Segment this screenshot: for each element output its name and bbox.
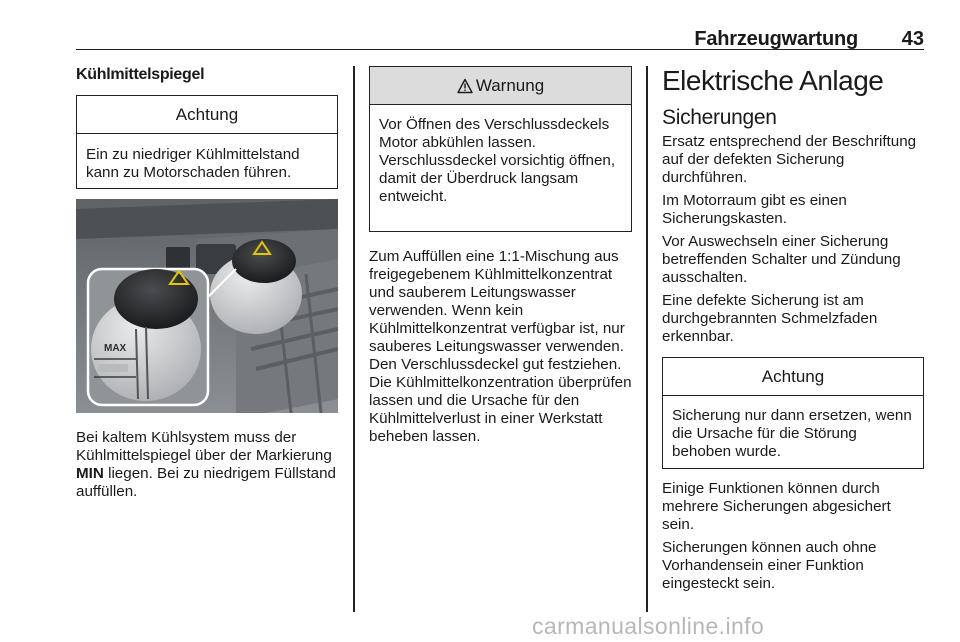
paragraph-text-start: Bei kaltem Kühlsystem muss der Kühlmittelspiegel über der Markierung <box>76 429 332 464</box>
right-column <box>662 66 924 593</box>
caution-box-coolant <box>76 95 338 189</box>
fuses-paragraph-4: Eine defekte Sicherung ist am durchgebrannten Schmelzfaden erkennbar. <box>662 292 878 345</box>
min-mark-label: MIN <box>76 465 104 482</box>
fuses-paragraph-1: Ersatz entsprechend der Beschriftung auf der defekten Sicherung durchführen. <box>662 133 917 186</box>
warning-box <box>369 66 632 232</box>
column-divider-right <box>646 66 648 612</box>
caution-box-fuses-text: Sicherung nur dann ersetzen, wenn die Ursache für die Störung behoben wurde. <box>672 407 912 460</box>
refill-instructions-paragraph: Zum Auffüllen eine 1:1-Mischung aus freigegebenem Kühlmittelkonzentrat und sauberem Leitungswasser verwenden. Wenn kein Kühlmittelkonzentrat verfügbar ist, nur sauberes Leitungswasser verwenden. Den Verschlussdeckel gut festziehen. Die Kühlmittelkonzentration überprüfen lassen und die Ursache für den Kühlmittelverlust in einer Werkstatt beheben lassen. <box>369 248 632 445</box>
watermark-text: carmanualsonline.info <box>532 613 765 639</box>
middle-column <box>369 66 632 446</box>
coolant-level-heading: Kühlmittelspiegel <box>76 66 205 83</box>
caution-box-fuses-title: Achtung <box>663 358 923 396</box>
warning-box-text: Vor Öffnen des Verschlussdeckels Motor abkühlen lassen. Verschlussdeckel vorsichtig öffnen, damit der Überdruck langsam entweicht. <box>379 116 616 205</box>
fuses-paragraph-5: Einige Funktionen können durch mehrere Sicherungen abgesichert sein. <box>662 480 891 533</box>
column-divider-left <box>353 66 355 612</box>
warning-box-title <box>370 67 631 105</box>
fuses-paragraph-2: Im Motorraum gibt es einen Sicherungskasten. <box>662 192 847 227</box>
left-column <box>76 66 338 501</box>
max-embossed-label: MAX <box>104 343 127 354</box>
caution-box-fuses <box>662 357 924 469</box>
fuses-heading: Sicherungen <box>662 106 777 129</box>
fuses-paragraph-6: Sicherungen können auch ohne Vorhandensein einer Funktion eingesteckt sein. <box>662 539 877 592</box>
page-header <box>76 26 924 50</box>
warning-triangle-icon <box>457 78 473 94</box>
header-section-title: Fahrzeugwartung <box>694 28 858 50</box>
caution-box-text: Ein zu niedriger Kühlmittelstand kann zu Motorschaden führen. <box>86 146 300 181</box>
chapter-title: Elektrische Anlage <box>662 65 884 96</box>
engine-bay-illustration <box>76 199 338 413</box>
fuses-paragraph-3: Vor Auswechseln einer Sicherung betreffenden Schalter und Zündung ausschalten. <box>662 233 901 286</box>
caution-box-title: Achtung <box>77 96 337 134</box>
warning-title-label: Warnung <box>475 75 545 95</box>
page-number: 43 <box>901 28 924 50</box>
coolant-reservoir-photo <box>76 199 338 413</box>
paragraph-text-end: liegen. Bei zu niedrigem Füllstand auffüllen. <box>76 465 337 500</box>
coolant-level-paragraph <box>76 429 338 501</box>
